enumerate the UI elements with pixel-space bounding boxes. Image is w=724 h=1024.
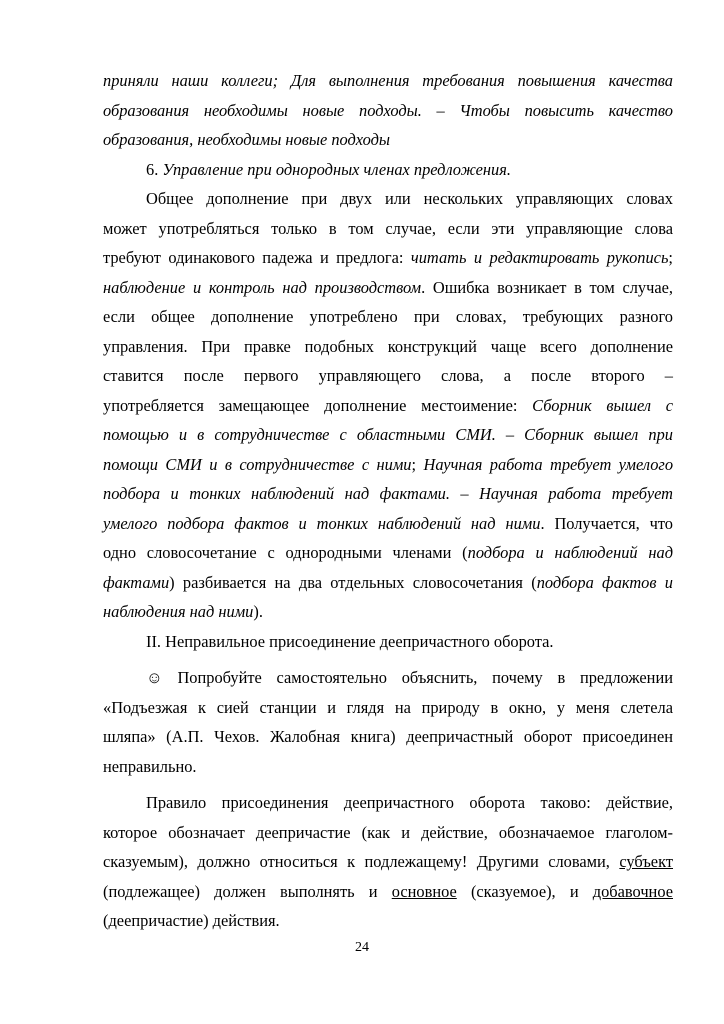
text-line xyxy=(103,125,673,155)
italic-text: читать и редактировать рукопись xyxy=(410,248,669,267)
text-segment: ставится после первого управляющего слова, а после второго – xyxy=(103,366,673,385)
text-line xyxy=(103,361,673,391)
text-segment: II. Неправильное присоединение деепричастного оборота. xyxy=(146,631,554,651)
text-line xyxy=(103,722,673,752)
page-body xyxy=(103,66,673,936)
text-line xyxy=(103,538,673,568)
text-segment: одно словосочетание с однородными членами ( xyxy=(103,543,468,562)
text-segment: . Получается, что xyxy=(540,513,673,533)
section-heading xyxy=(103,155,673,185)
text-segment: . Ошибка возникает в том случае, xyxy=(421,277,673,297)
text-line xyxy=(103,818,673,848)
underlined-term: добавочное xyxy=(592,881,673,901)
text-segment: ; xyxy=(668,248,673,267)
text-segment: 6. xyxy=(146,159,163,179)
text-line xyxy=(103,663,673,693)
text-segment: Правило присоединения деепричастного оборота таково: действие, xyxy=(146,793,673,812)
text-segment: ). xyxy=(253,602,263,621)
text-line xyxy=(103,877,673,907)
italic-text: Научная работа требует умелого xyxy=(423,454,674,474)
text-segment: если общее дополнение употреблено при словах, требующих разного xyxy=(103,307,673,326)
text-line xyxy=(103,96,673,126)
text-segment: «Подъезжая к сией станции и глядя на природу в окно, у меня слетела xyxy=(103,697,673,717)
text-segment: ) разбивается на два отдельных словосочетания ( xyxy=(169,572,537,592)
text-segment: неправильно. xyxy=(103,756,197,776)
text-segment: требуют одинакового падежа и предлога: xyxy=(103,248,411,267)
text-segment: управления. При правке подобных конструкций чаще всего дополнение xyxy=(103,336,673,356)
italic-text: наблюдение и контроль над производством xyxy=(103,277,422,297)
text-line xyxy=(103,597,673,627)
text-segment: Общее дополнение при двух или нескольких управляющих словах xyxy=(146,189,673,208)
text-line xyxy=(103,420,673,450)
text-line xyxy=(103,847,673,877)
italic-text: образования, необходимы новые подходы xyxy=(103,130,391,149)
text-segment: ; xyxy=(411,454,424,474)
text-line xyxy=(103,693,673,723)
page-number: 24 xyxy=(355,940,369,955)
text-segment: шляпа» (А.П. Чехов. Жалобная книга) деепричастный оборот присоединен xyxy=(103,727,673,746)
italic-text: помощи СМИ и в сотрудничестве с ними xyxy=(103,454,412,474)
text-segment: употребляется замещающее дополнение местоимение: xyxy=(103,395,533,415)
text-line xyxy=(103,332,673,362)
italic-text: помощью и в сотрудничестве с областными СМИ. – Сборник вышел при xyxy=(103,425,673,444)
section-heading xyxy=(103,627,673,657)
text-line xyxy=(103,752,673,782)
italic-text: образования необходимы новые подходы. – Чтобы повысить качество xyxy=(103,100,673,120)
text-line xyxy=(103,568,673,598)
text-line xyxy=(103,509,673,539)
underlined-term: основное xyxy=(391,881,457,901)
text-segment: которое обозначает деепричастие (как и действие, обозначаемое глаголом- xyxy=(103,822,673,842)
italic-text: Сборник вышел с xyxy=(532,395,673,415)
underlined-term: субъект xyxy=(619,852,673,871)
italic-text: наблюдения над ними xyxy=(103,602,254,621)
italic-text: Управление при однородных членах предложения. xyxy=(162,159,511,179)
text-line xyxy=(103,479,673,509)
italic-text: подбора и тонких наблюдений над фактами. – Научная работа требует xyxy=(103,484,673,503)
text-line xyxy=(103,391,673,421)
italic-text: умелого подбора фактов и тонких наблюдений над ними xyxy=(103,513,541,533)
text-segment: (сказуемое), и xyxy=(456,881,593,901)
text-line xyxy=(103,66,673,96)
text-segment: может употребляться только в том случае, если эти управляющие слова xyxy=(103,218,673,238)
text-line xyxy=(103,906,673,936)
text-line xyxy=(103,450,673,480)
text-line xyxy=(103,184,673,214)
text-line xyxy=(103,243,673,273)
italic-text: подбора и наблюдений над xyxy=(467,543,673,562)
text-line xyxy=(103,273,673,303)
text-segment: сказуемым), должно относиться к подлежащему! Другими словами, xyxy=(103,852,620,871)
text-segment: (подлежащее) должен выполнять и xyxy=(103,881,392,901)
italic-text: приняли наши коллеги; Для выполнения требования повышения качества xyxy=(103,71,673,90)
text-line xyxy=(103,302,673,332)
text-line xyxy=(103,214,673,244)
text-segment: (деепричастие) действия. xyxy=(103,911,280,930)
text-line xyxy=(103,788,673,818)
text-segment: ☺ Попробуйте самостоятельно объяснить, почему в предложении xyxy=(146,668,673,687)
italic-text: фактами xyxy=(103,572,170,592)
italic-text: подбора фактов и xyxy=(536,572,673,592)
